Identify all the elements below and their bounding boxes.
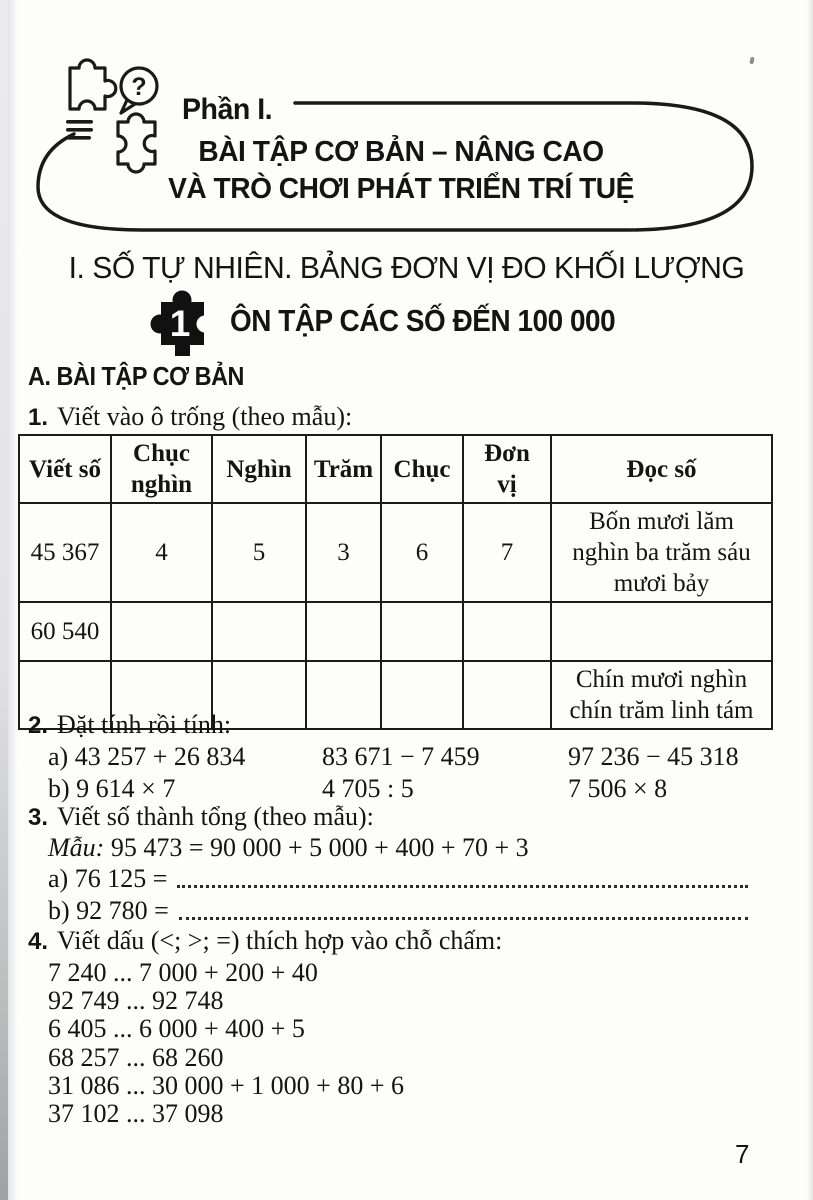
ex2-item: 97 236 − 45 318	[568, 742, 739, 771]
ex4-line: 31 086 ... 30 000 + 1 000 + 80 + 6	[48, 1071, 404, 1100]
cell-don-vi	[463, 661, 551, 729]
place-value-table	[18, 434, 773, 730]
lesson-number: 1	[169, 303, 191, 344]
dotted-answer-line	[177, 885, 748, 888]
col-header: Viết số	[19, 435, 111, 503]
col-header: Trăm	[306, 435, 381, 503]
col-header: Chục	[381, 435, 463, 503]
cell-tram	[306, 661, 381, 729]
puzzle-outline-icon	[70, 60, 116, 109]
cell-viet-so: 60 540	[19, 602, 111, 661]
cell-doc-so	[551, 602, 772, 661]
lesson-title: ÔN TẬP CÁC SỐ ĐẾN 100 000	[230, 303, 616, 338]
cell-tram: 3	[306, 503, 381, 602]
ex4-line: 68 257 ... 68 260	[48, 1043, 224, 1072]
cell-nghin: 5	[212, 503, 306, 602]
col-header: Đơn vị	[463, 435, 551, 503]
exercise2-title	[28, 710, 231, 740]
table-row	[19, 503, 772, 602]
exercise3-text: Viết số thành tổng (theo mẫu):	[57, 802, 374, 831]
col-header: Chục nghìn	[111, 435, 212, 503]
banner-title-line1: BÀI TẬP CƠ BẢN – NÂNG CAO	[198, 136, 604, 168]
cell-tram	[306, 602, 381, 661]
scan-edge-shadow	[0, 0, 8, 1200]
part-label: Phần I.	[182, 93, 273, 126]
cell-doc-so: Bốn mươi lăm nghìn ba trăm sáu mươi bảy	[551, 503, 772, 602]
cell-chuc	[381, 661, 463, 729]
dotted-answer-line	[179, 917, 748, 920]
cell-doc-so: Chín mươi nghìn chín trăm linh tám	[551, 661, 772, 729]
cell-don-vi	[463, 602, 551, 661]
exercise4-text: Viết dấu (<; >; =) thích hợp vào chỗ chấm:	[57, 926, 503, 955]
ex3-sample-label: Mẫu:	[48, 833, 105, 862]
exercise2-number: 2.	[28, 712, 49, 739]
ex3-item-b	[48, 896, 748, 926]
exercise2-text: Đặt tính rồi tính:	[57, 710, 232, 739]
lesson-number-badge	[150, 286, 216, 358]
ex4-line: 92 749 ... 92 748	[48, 986, 224, 1015]
question-bubble-icon	[121, 68, 157, 113]
table-row	[19, 602, 772, 661]
chapter-heading: I. SỐ TỰ NHIÊN. BẢNG ĐƠN VỊ ĐO KHỐI LƯỢNG	[68, 250, 745, 285]
ex3-sample-text: 95 473 = 90 000 + 5 000 + 400 + 70 + 3	[110, 833, 529, 862]
exercise3-number: 3.	[28, 804, 49, 831]
ex2-item: 4 705 : 5	[322, 774, 414, 803]
ex2-item: b) 9 614 × 7	[48, 774, 176, 803]
ex4-line: 6 405 ... 6 000 + 400 + 5	[48, 1014, 305, 1043]
ex2-item: 7 506 × 8	[568, 774, 668, 803]
cell-chuc: 6	[381, 503, 463, 602]
cell-chuc-nghin: 4	[111, 503, 212, 602]
page-number: 7	[735, 1139, 750, 1169]
cell-chuc-nghin	[111, 602, 212, 661]
ex3-item-a	[48, 864, 748, 894]
table-header-row	[19, 435, 772, 503]
cell-chuc	[381, 602, 463, 661]
ex4-line: 7 240 ... 7 000 + 200 + 40	[48, 958, 318, 987]
banner-title-line2: VÀ TRÒ CHƠI PHÁT TRIỂN TRÍ TUỆ	[168, 173, 634, 205]
cell-nghin	[212, 602, 306, 661]
subsection-title: A. BÀI TẬP CƠ BẢN	[28, 361, 244, 391]
ex2-item: 83 671 − 7 459	[322, 742, 480, 771]
question-mark-glyph: ?	[131, 73, 147, 101]
exercise1-number: 1.	[28, 404, 49, 431]
col-header: Đọc số	[551, 435, 772, 503]
exercise3-title	[28, 802, 374, 832]
scan-edge-shadow-inner	[8, 0, 18, 1200]
exercise1-title	[28, 402, 352, 432]
ex3-sample	[48, 833, 529, 863]
exercise4-title	[28, 926, 502, 956]
cell-don-vi: 7	[463, 503, 551, 602]
ex2-item: a) 43 257 + 26 834	[48, 742, 246, 771]
ex3-item-a-label: a) 76 125 =	[48, 864, 168, 893]
col-header: Nghìn	[212, 435, 306, 503]
scan-edge-shadow-right	[807, 0, 813, 1200]
ex4-line: 37 102 ... 37 098	[48, 1099, 224, 1128]
ex3-item-b-label: b) 92 780 =	[48, 896, 169, 925]
exercise4-number: 4.	[28, 928, 49, 955]
exercise1-text: Viết vào ô trống (theo mẫu):	[57, 402, 353, 431]
cell-viet-so: 45 367	[19, 503, 111, 602]
